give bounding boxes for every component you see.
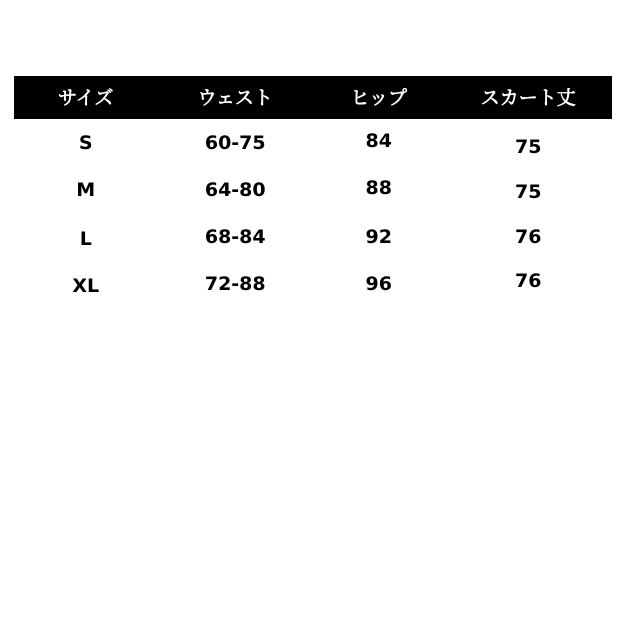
table-row [14, 213, 612, 260]
column-header-size: サイズ [58, 87, 114, 109]
cell-waist [158, 166, 313, 213]
cell-hip [313, 213, 445, 260]
table-body [14, 119, 612, 307]
cell-skirt-length-text: 76 [515, 269, 542, 292]
cell-skirt-length [445, 213, 612, 260]
cell-hip [313, 260, 445, 307]
cell-waist [158, 119, 313, 166]
table-row [14, 166, 612, 213]
cell-skirt-length [445, 166, 612, 213]
cell-waist [158, 260, 313, 307]
cell-skirt-length-text: 76 [515, 225, 542, 248]
table-row [14, 260, 612, 307]
table-header-row [14, 76, 612, 119]
cell-hip [313, 166, 445, 213]
cell-waist-text: 68-84 [204, 225, 266, 248]
cell-size-text: S [78, 131, 93, 154]
column-header-hip: ヒップ [350, 87, 407, 109]
cell-skirt-length-text: 75 [515, 135, 542, 158]
cell-waist-text: 60-75 [204, 131, 266, 154]
cell-skirt-length-text: 75 [515, 180, 542, 203]
cell-size-text: XL [72, 274, 100, 297]
cell-skirt-length [445, 119, 612, 166]
cell-hip-text: 92 [365, 225, 392, 248]
size-chart-table [14, 76, 612, 307]
cell-size [14, 166, 158, 213]
column-header-waist: ウェスト [197, 87, 273, 109]
cell-size-text: L [79, 227, 92, 250]
cell-waist [158, 213, 313, 260]
cell-skirt-length [445, 260, 612, 307]
cell-size [14, 213, 158, 260]
cell-size-text: M [76, 178, 96, 201]
cell-hip-text: 88 [365, 176, 392, 199]
cell-hip-text: 84 [365, 129, 392, 152]
table-row [14, 119, 612, 166]
cell-waist-text: 72-88 [204, 272, 266, 295]
cell-waist-text: 64-80 [204, 178, 266, 201]
cell-size [14, 119, 158, 166]
cell-size [14, 260, 158, 307]
cell-hip [313, 119, 445, 166]
table-header [14, 76, 612, 119]
column-header-skirt-length: スカート丈 [480, 87, 576, 109]
cell-hip-text: 96 [365, 272, 392, 295]
